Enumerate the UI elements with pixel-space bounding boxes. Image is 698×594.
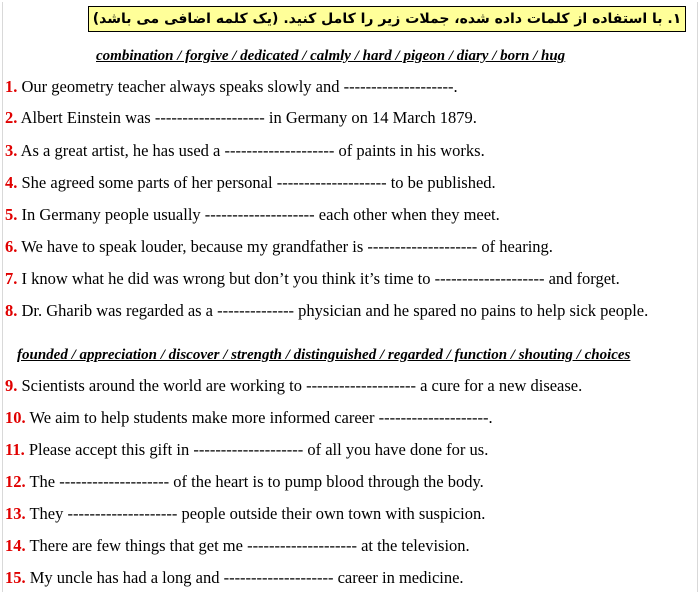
sentence-text: She agreed some parts of her personal -------------------- to be published.	[21, 173, 496, 192]
sentence-text: They -------------------- people outside their own town with suspicion.	[29, 504, 486, 523]
sentence-number: 15.	[5, 568, 26, 587]
sentence-text: I know what he did was wrong but don’t you think it’s time to -------------------- and forget.	[21, 269, 620, 288]
instruction-box	[88, 6, 686, 32]
sentence-number: 10.	[5, 408, 26, 427]
sentence-10	[5, 408, 493, 428]
sentence-number: 2.	[5, 108, 18, 127]
sentence-number: 13.	[5, 504, 26, 523]
sentence-11	[5, 440, 488, 460]
sentence-text: We aim to help students make more informed career --------------------.	[29, 408, 493, 427]
sentence-14	[5, 536, 470, 556]
sentence-number: 1.	[5, 77, 18, 96]
sentence-12	[5, 472, 484, 492]
sentence-number: 4.	[5, 173, 18, 192]
sentence-number: 14.	[5, 536, 26, 555]
word-bank-2: founded / appreciation / discover / strength / distinguished / regarded / function / shouting / choices	[17, 347, 631, 363]
sentence-9	[5, 376, 582, 396]
sentence-text: As a great artist, he has used a -------------------- of paints in his works.	[20, 141, 485, 160]
sentence-text: Scientists around the world are working to -------------------- a cure for a new disease.	[21, 376, 583, 395]
sentence-text: Please accept this gift in -------------------- of all you have done for us.	[28, 440, 489, 459]
sentence-text: Albert Einstein was -------------------- in Germany on 14 March 1879.	[20, 108, 477, 127]
sentence-number: 7.	[5, 269, 18, 288]
sentence-number: 9.	[5, 376, 18, 395]
sentence-text: My uncle has had a long and -------------------- career in medicine.	[29, 568, 464, 587]
sentence-text: The -------------------- of the heart is to pump blood through the body.	[29, 472, 484, 491]
sentence-4	[5, 173, 496, 193]
sentence-number: 6.	[5, 237, 18, 256]
instruction-text: ۱. با استفاده از کلمات داده شده، جملات زیر را کامل کنید. (یک کلمه اضافی می باشد)	[92, 11, 682, 27]
sentence-7	[5, 269, 620, 289]
sentence-number: 8.	[5, 301, 18, 320]
sentence-6	[5, 237, 553, 257]
sentence-2	[5, 108, 477, 128]
sentence-1	[5, 77, 458, 97]
sentence-text: Dr. Gharib was regarded as a -------------- physician and he spared no pains to help sick people.	[21, 301, 649, 320]
word-bank-1: combination / forgive / dedicated / calmly / hard / pigeon / diary / born / hug	[96, 48, 566, 64]
sentence-5	[5, 205, 500, 225]
sentence-text: There are few things that get me -------------------- at the television.	[29, 536, 470, 555]
sentence-text: We have to speak louder, because my grandfather is -------------------- of hearing.	[21, 237, 553, 256]
sentence-text: In Germany people usually -------------------- each other when they meet.	[21, 205, 500, 224]
sentence-text: Our geometry teacher always speaks slowly and --------------------.	[21, 77, 458, 96]
sentence-number: 11.	[5, 440, 25, 459]
sentence-number: 5.	[5, 205, 18, 224]
sentence-3	[5, 141, 485, 161]
sentence-13	[5, 504, 485, 524]
sentence-number: 12.	[5, 472, 26, 491]
sentence-15	[5, 568, 464, 588]
sentence-number: 3.	[5, 141, 18, 160]
sentence-8	[5, 301, 648, 321]
